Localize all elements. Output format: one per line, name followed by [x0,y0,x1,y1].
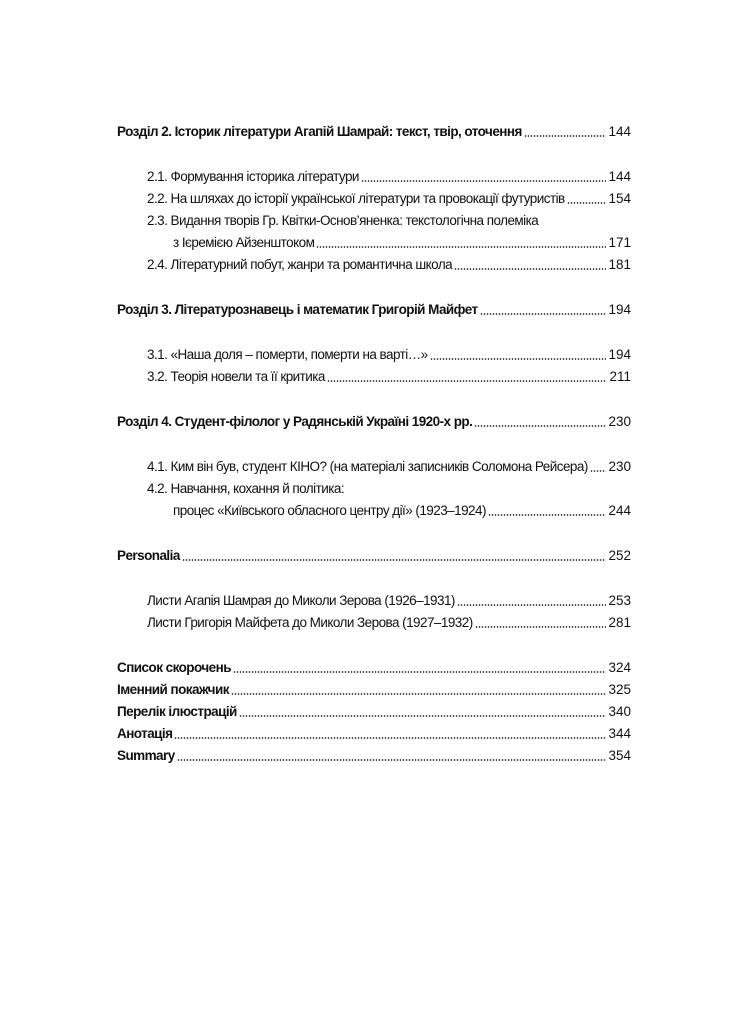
toc-entry-chapter-2[interactable] [117,121,631,143]
dot-leader [457,604,607,606]
toc-entry-4-1[interactable] [117,456,631,478]
toc-entry-3-2[interactable] [117,366,631,388]
toc-entry-page: 144 [608,169,631,184]
dot-leader [233,671,607,673]
dot-leader [430,358,607,360]
toc-entry-page: 194 [608,302,631,317]
toc-entry-title: Іменний покажчик [117,682,229,697]
toc-entry-2-3-line1: 2.3. Видання творів Гр. Квітки-Основ’яненка: текстологічна полеміка [147,213,539,228]
dot-leader [361,180,607,182]
toc-entry-page: 253 [608,593,631,608]
toc-entry-4-2-line1: 4.2. Навчання, кохання й політика: [147,481,345,496]
toc-entry-page: 171 [608,235,631,250]
toc-entry-2-2[interactable] [117,188,631,210]
toc-entry-3-1[interactable] [117,344,631,366]
toc-entry-page: 325 [608,682,631,697]
dot-leader [174,737,606,739]
toc-entry-page: 252 [608,548,631,563]
toc-entry-page: 244 [608,503,631,518]
toc-entry-4-2[interactable] [117,500,631,522]
toc-entry-chapter-4[interactable] [117,411,631,433]
toc-entry-title: 2.1. Формування історика літератури [147,169,359,184]
toc-entry-title: 3.2. Теорія новели та її критика [147,369,325,384]
dot-leader [475,626,607,628]
toc-entry-page: 230 [608,414,631,429]
dot-leader [316,246,606,248]
toc-entry-title: 2.2. На шляхах до історії української літератури та провокації футуристів [147,191,565,206]
toc-entry-summary[interactable] [117,745,631,767]
toc-entry-title: Summary [117,748,175,763]
toc-entry-title: 4.1. Ким він був, студент КІНО? (на матеріалі записників Соломона Рейсера) [147,459,588,474]
dot-leader [474,425,606,427]
dot-leader [454,268,606,270]
toc-entry-page: 324 [608,660,631,675]
toc-entry-page: 281 [608,615,631,630]
toc-entry-title: 2.4. Літературний побут, жанри та романтична школа [147,257,453,272]
dot-leader [239,715,607,717]
toc-entry-page: 344 [608,726,631,741]
toc-entry-personalia-1[interactable] [117,590,631,612]
dot-leader [524,135,607,137]
toc-entry-title: 3.1. «Наша доля – померти, померти на варті…» [147,347,428,362]
toc-entry-illustrations[interactable] [117,701,631,723]
dot-leader [327,380,608,382]
table-of-contents [117,121,631,767]
toc-entry-abbreviations[interactable] [117,657,631,679]
dot-leader [488,514,607,516]
toc-entry-2-4[interactable] [117,254,631,276]
toc-entry-title: Листи Григорія Майфета до Миколи Зерова (1927–1932) [147,615,473,630]
toc-entry-page: 230 [608,459,631,474]
toc-entry-name-index[interactable] [117,679,631,701]
dot-leader [182,559,607,561]
toc-entry-title: Personalia [117,548,180,563]
toc-entry-page: 354 [608,748,631,763]
toc-entry-personalia-2[interactable] [117,612,631,634]
dot-leader [567,202,607,204]
dot-leader [480,313,607,315]
toc-entry-page: 181 [608,257,631,272]
toc-entry-page: 340 [608,704,631,719]
toc-entry-title: Розділ 4. Студент-філолог у Радянській Україні 1920-х рр. [117,414,473,429]
toc-entry-title: Листи Агапія Шамрая до Миколи Зерова (1926–1931) [147,593,455,608]
toc-entry-title: Розділ 2. Історик літератури Агапій Шамрай: текст, твір, оточення [117,124,522,139]
toc-entry-personalia[interactable] [117,545,631,567]
dot-leader [590,470,607,472]
toc-entry-page: 194 [608,347,631,362]
toc-entry-2-3[interactable] [117,232,631,254]
toc-entry-title: Перелік ілюстрацій [117,704,237,719]
toc-entry-page: 154 [608,191,631,206]
toc-entry-title: Розділ 3. Літературознавець і математик Григорій Майфет [117,302,478,317]
toc-entry-title: Список скорочень [117,660,231,675]
dot-leader [231,693,607,695]
toc-entry-2-1[interactable] [117,166,631,188]
toc-entry-chapter-3[interactable] [117,299,631,321]
toc-entry-annotation[interactable] [117,723,631,745]
toc-entry-page: 211 [609,369,631,384]
dot-leader [177,759,607,761]
toc-entry-page: 144 [608,124,631,139]
toc-entry-title: з Ієремією Айзенштоком [173,235,315,250]
toc-entry-title: процес «Київського обласного центру дії» (1923–1924) [173,503,486,518]
toc-entry-title: Анотація [117,726,173,741]
